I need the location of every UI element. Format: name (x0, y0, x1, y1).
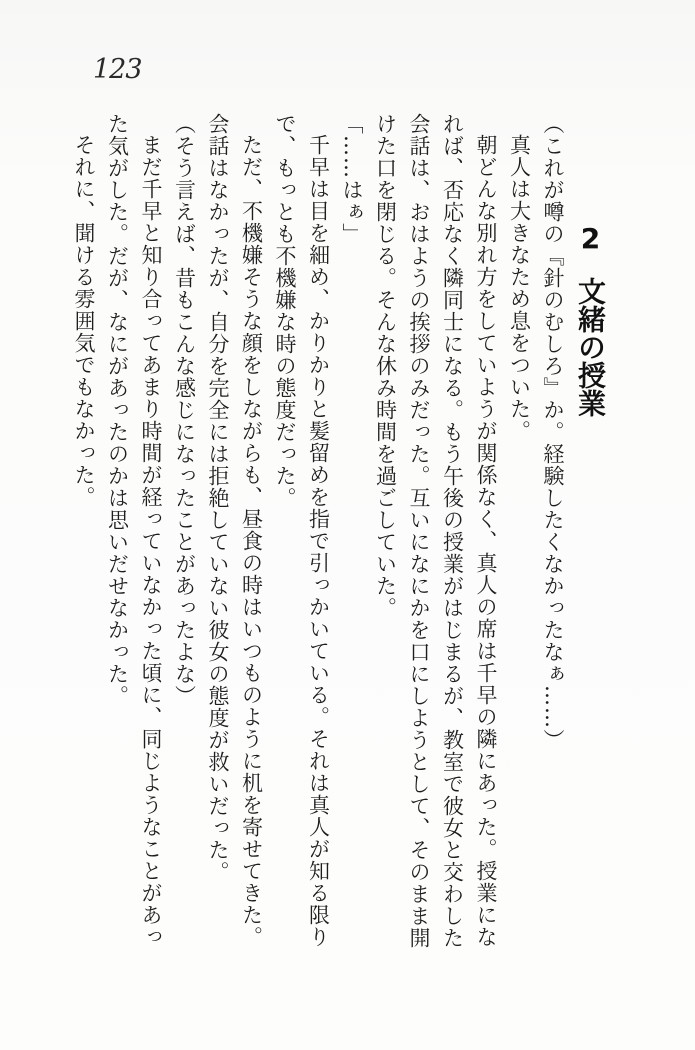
body-paragraph: （これが噂の『針のむしろ』か。経験したくなかったなぁ……） (541, 113, 565, 751)
chapter-heading (569, 113, 611, 951)
vertical-text-block (65, 113, 611, 951)
body-paragraph: 朝どんな別れ方をしていようが関係なく、真人の席は千早の隣にあった。授業になれば、否応なく隣同士になる。もう午後の授業がはじまるが、教室で彼女と交わした会話は、おはようの挨拶のみだった。互いになにかを口にしようとして、そのまま開けた口を閉じる。そんな休み時間を過ごしていた。 (373, 113, 498, 949)
page-number: 123 (93, 54, 142, 85)
chapter-title: 文緒の授業 (574, 276, 607, 417)
body-paragraph: 千早は目を細め、かりかりと髪留めを指で引っかいている。それは真人が知る限りで、もっとも不機嫌な時の態度だった。 (273, 113, 331, 948)
body-paragraph: まだ千早と知り合ってあまり時間が経っていなかった頃に、同じようなことがあった気がした。だが、なにがあったのかは思いだせなかった。 (105, 113, 163, 948)
body-text (67, 113, 570, 951)
body-paragraph: 「……はぁ」 (340, 113, 364, 245)
body-paragraph: 真人は大きなため息をついた。 (507, 134, 532, 442)
body-paragraph: （そう言えば、昔もこんな感じになったことがあったよな） (172, 113, 197, 707)
body-paragraph: それに、聞ける雰囲気でもなかった。 (72, 134, 96, 508)
body-paragraph: ただ、不機嫌そうな顔をしながらも、昼食の時はいつものように机を寄せてきた。会話はなかったが、自分を完全には拒絶していない彼女の態度が救いだった。 (206, 113, 264, 948)
chapter-number: 2 (574, 222, 607, 255)
